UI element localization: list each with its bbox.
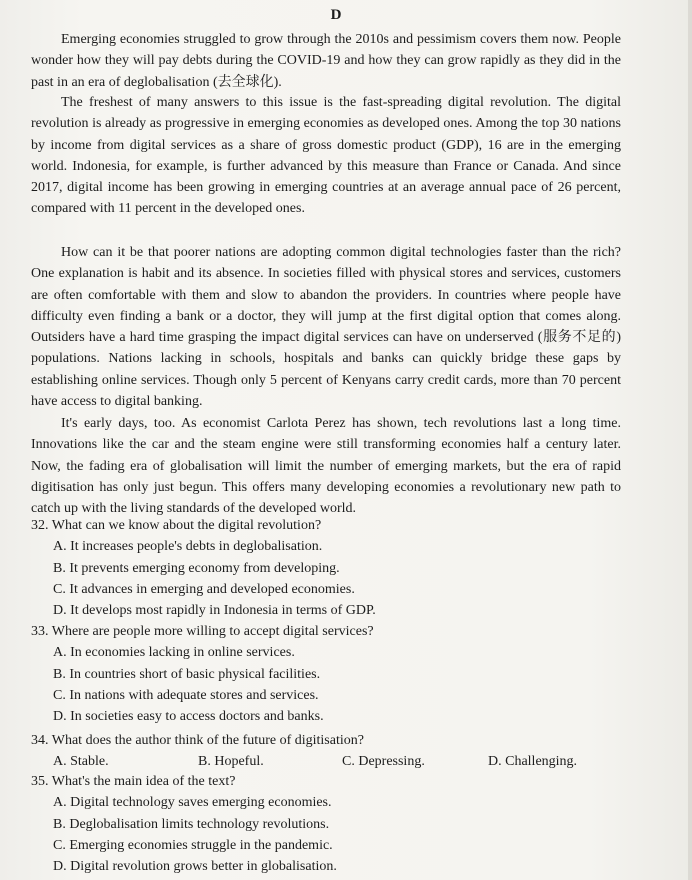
- option-d: D. It develops most rapidly in Indonesia in terms of GDP.: [53, 603, 376, 619]
- section-title: D: [330, 7, 342, 23]
- question-32: [31, 515, 631, 621]
- question-34: [31, 730, 631, 773]
- passage-paragraph-1: Emerging economies struggled to grow through the 2010s and pessimism covers them now. People wonder how they will pay debts during the COVID-19 and how they can grow rapidly as they did in the past in an era of deglobalisation (去全球化).: [31, 32, 621, 90]
- option-row: [31, 751, 631, 772]
- option-c: C. In nations with adequate stores and services.: [53, 687, 319, 703]
- passage-paragraph-4: It's early days, too. As economist Carlota Perez has shown, tech revolutions last a long time. Innovations like the car and the steam engine were still transforming economies half a century later. Now, the fading era of globalisation will limit the number of emerging markets, but the era of rapid digitisation has only just begun. This offers many developing economies a revolutionary new path to catch up with the living standards of the developed world.: [31, 416, 621, 517]
- question-stem: 33. Where are people more willing to accept digital services?: [31, 624, 374, 639]
- question-stem: 35. What's the main idea of the text?: [31, 774, 236, 789]
- option-d: D. In societies easy to access doctors and banks.: [53, 709, 324, 725]
- option-d: D. Digital revolution grows better in globalisation.: [53, 859, 337, 875]
- option-b: B. In countries short of basic physical facilities.: [53, 666, 321, 682]
- option-c: C. Emerging economies struggle in the pandemic.: [53, 837, 333, 853]
- option-a: A. Digital technology saves emerging economies.: [53, 795, 332, 811]
- option-b: B. Hopeful.: [198, 754, 264, 770]
- question-35: [31, 771, 631, 877]
- question-33: [31, 621, 631, 727]
- question-stem: 34. What does the author think of the future of digitisation?: [31, 733, 364, 748]
- scan-edge-shadow: [688, 0, 692, 880]
- option-b: B. It prevents emerging economy from developing.: [53, 560, 340, 576]
- passage-paragraph-3: How can it be that poorer nations are adopting common digital technologies faster than the rich? One explanation is habit and its absence. In societies filled with physical stores and services, customers are often comfortable with them and slow to abandon the providers. In countries where people have difficulty even finding a bank or a doctor, they will jump at the first digital option that comes along. Outsiders have a hard time grasping the impact digital services can have on underserved (服务不足的) populations. Nations lacking in schools, hospitals and banks can quickly bridge these gaps by establishing online services. Though only 5 percent of Kenyans carry credit cards, more than 70 percent have access to digital banking.: [31, 245, 621, 410]
- option-a: A. It increases people's debts in deglobalisation.: [53, 539, 323, 555]
- option-a: A. In economies lacking in online services.: [53, 645, 295, 661]
- passage-paragraph-2: The freshest of many answers to this issue is the fast-spreading digital revolution. The digital revolution is already as progressive in emerging economies as developed ones. Among the top 30 nations by income from digital services as a share of gross domestic product (GDP), 16 are in the emerging world. Indonesia, for example, is further advanced by this measure than France or Canada. And since 2017, digital income has been growing in emerging countries at an average annual pace of 26 percent, compared with 11 percent in the developed ones.: [31, 95, 621, 217]
- option-a: A. Stable.: [53, 754, 109, 770]
- option-d: D. Challenging.: [488, 754, 578, 770]
- option-b: B. Deglobalisation limits technology revolutions.: [53, 816, 330, 832]
- option-c: C. Depressing.: [342, 754, 425, 770]
- question-stem: 32. What can we know about the digital revolution?: [31, 518, 322, 533]
- option-c: C. It advances in emerging and developed economies.: [53, 581, 355, 597]
